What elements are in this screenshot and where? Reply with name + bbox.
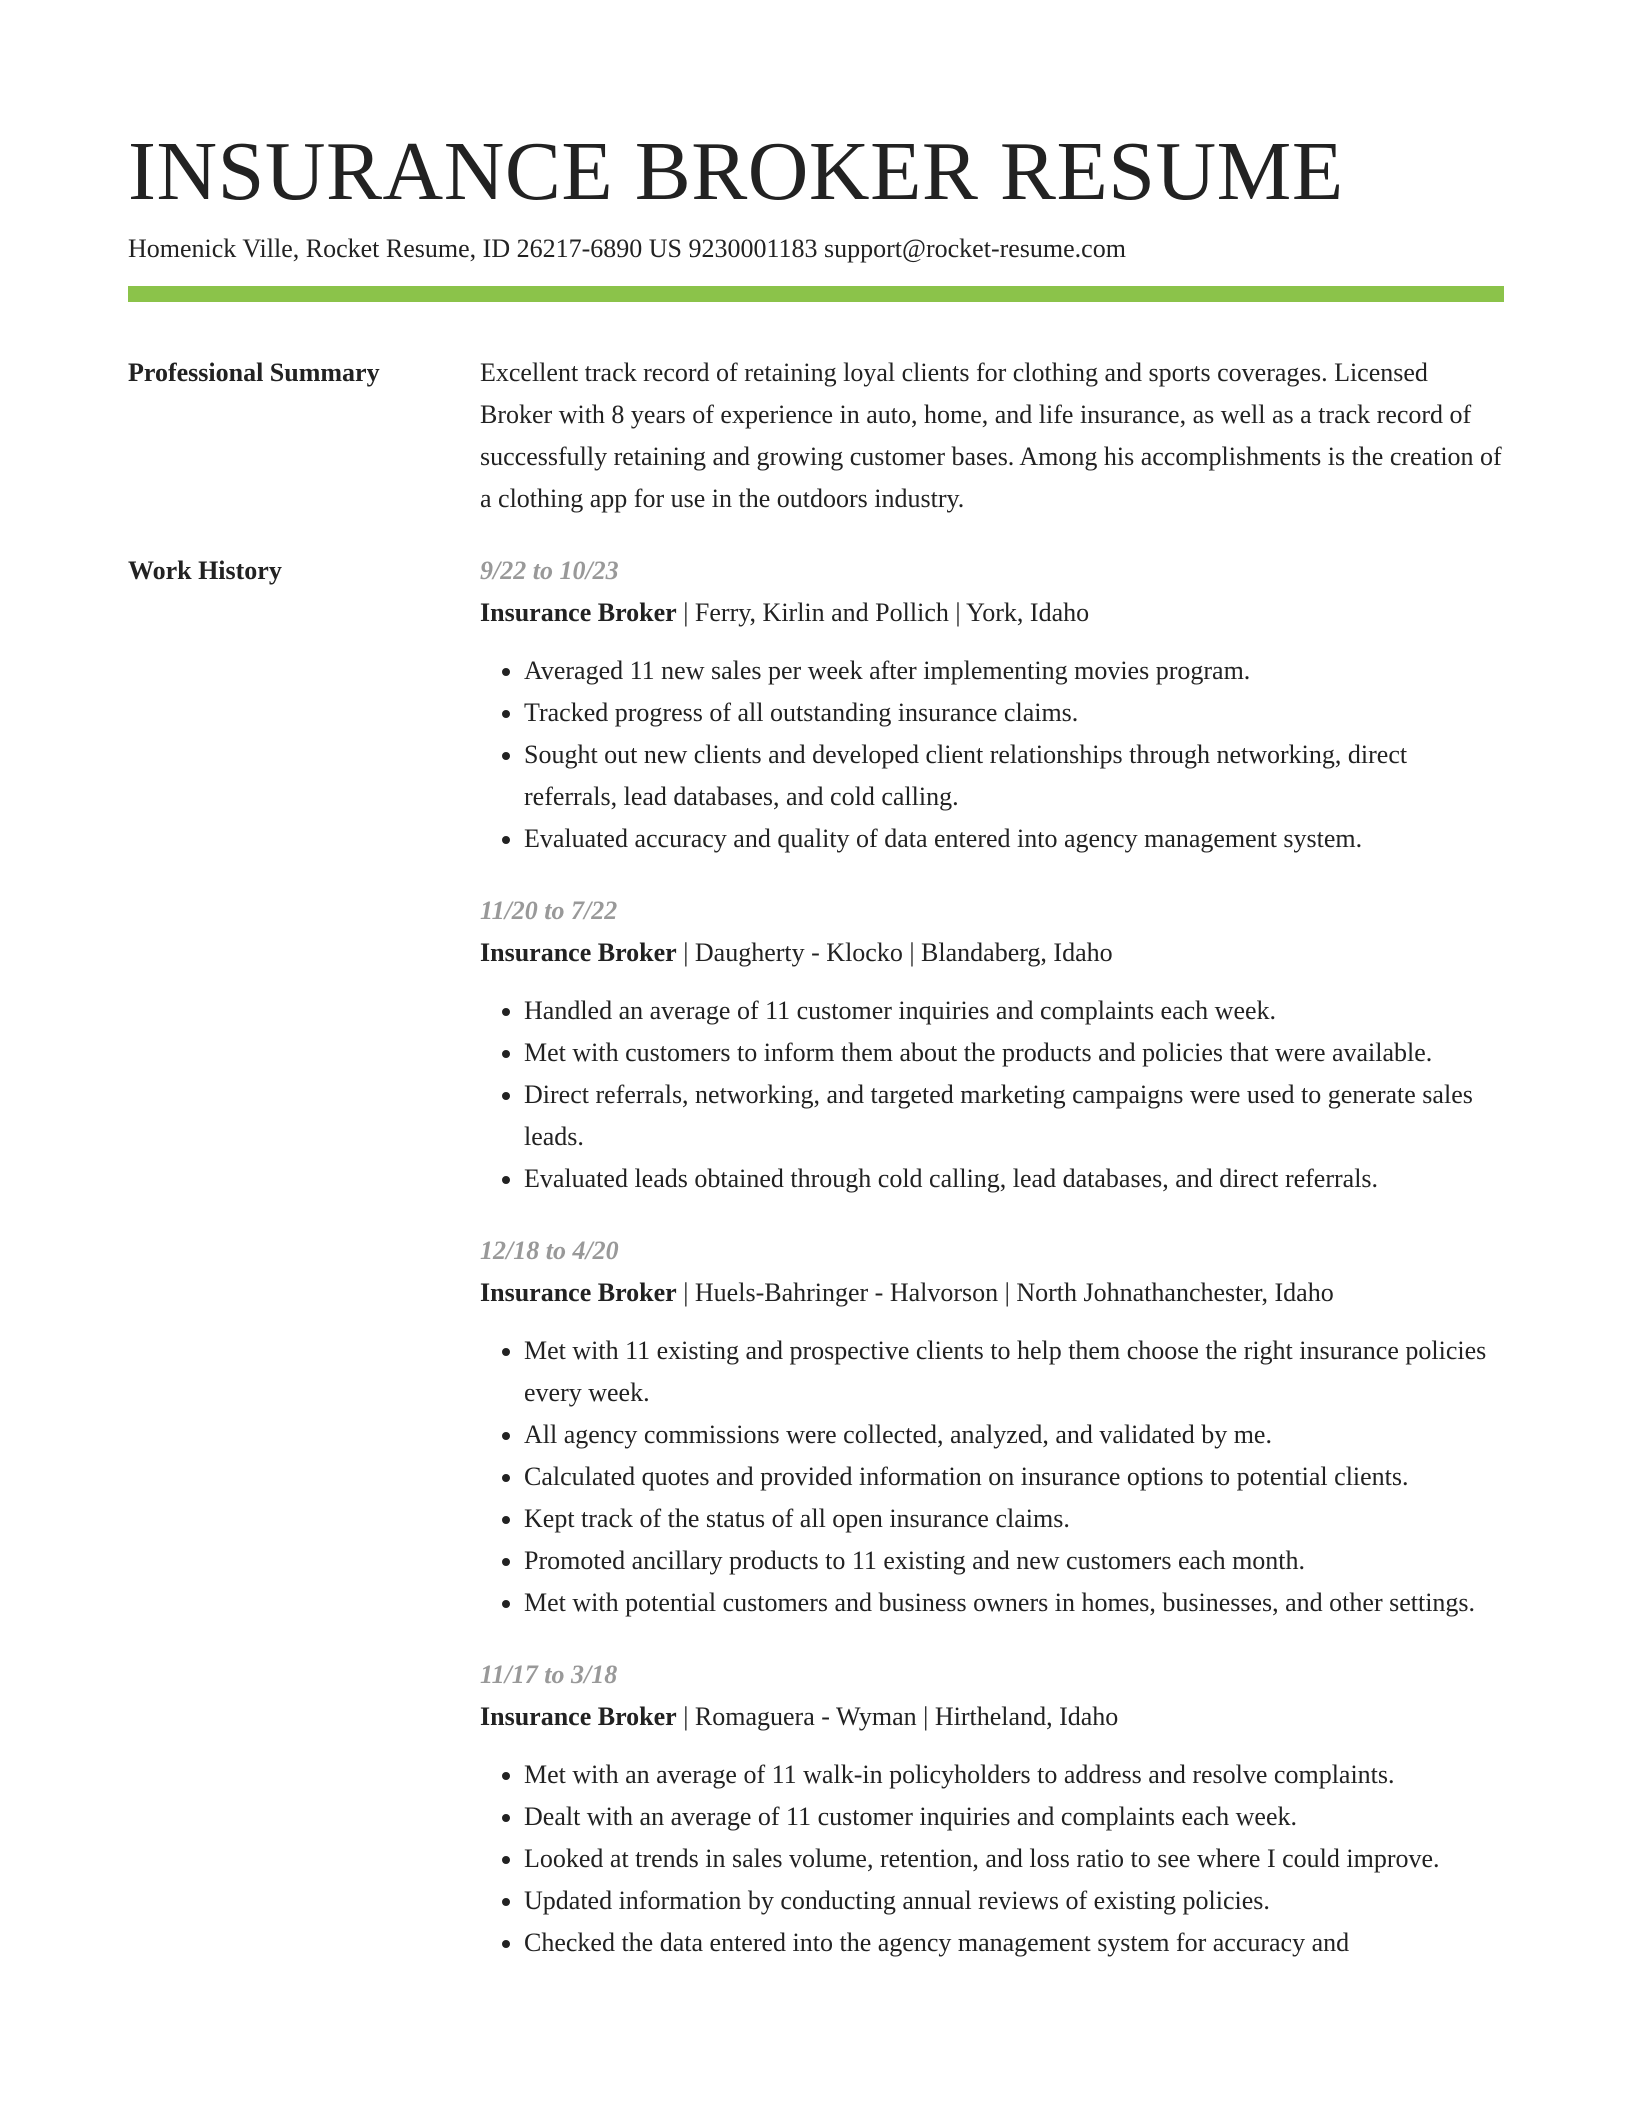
- job-entry: [480, 550, 1504, 860]
- work-history-label: Work History: [128, 556, 282, 585]
- summary-label: Professional Summary: [128, 358, 380, 387]
- resume-title: INSURANCE BROKER RESUME: [128, 125, 1344, 218]
- list-item: • Averaged 11 new sales per week after implementing movies program.: [524, 650, 1504, 692]
- job-heading: [480, 1696, 1504, 1738]
- job-dates: 11/20 to 7/22: [480, 896, 618, 925]
- summary-text: Excellent track record of retaining loyal clients for clothing and sports coverages. Licensed Broker with 8 years of experience in auto, home, and life insurance, as well as a track record of successfully retaining and growing customer bases. Among his accomplishments is the creation of a clothing app for use in the outdoors industry.: [480, 358, 1502, 513]
- job-bullets: [480, 990, 1504, 1200]
- list-item: • Direct referrals, networking, and targeted marketing campaigns were used to generate sales leads.: [524, 1074, 1504, 1158]
- list-item: • Dealt with an average of 11 customer inquiries and complaints each week.: [524, 1796, 1504, 1838]
- job-list: [480, 550, 1504, 1994]
- list-item: • Kept track of the status of all open insurance claims.: [524, 1498, 1504, 1540]
- list-item: • Looked at trends in sales volume, retention, and loss ratio to see where I could improve.: [524, 1838, 1504, 1880]
- job-company: | Ferry, Kirlin and Pollich | York, Idaho: [676, 598, 1090, 627]
- list-item: • Checked the data entered into the agency management system for accuracy and: [524, 1922, 1504, 1964]
- list-item: • Evaluated leads obtained through cold calling, lead databases, and direct referrals.: [524, 1158, 1504, 1200]
- job-entry: [480, 890, 1504, 1200]
- job-title: Insurance Broker: [480, 938, 677, 967]
- list-item: • Met with 11 existing and prospective clients to help them choose the right insurance policies every week.: [524, 1330, 1504, 1414]
- work-history-section: [128, 550, 1504, 1994]
- job-company: | Huels-Bahringer - Halvorson | North Johnathanchester, Idaho: [676, 1278, 1334, 1307]
- resume-page: [128, 124, 1504, 1994]
- list-item: • Met with customers to inform them about the products and policies that were available.: [524, 1032, 1504, 1074]
- job-title: Insurance Broker: [480, 1702, 677, 1731]
- job-bullets: [480, 1754, 1504, 1964]
- job-heading: [480, 592, 1504, 634]
- job-dates: 9/22 to 10/23: [480, 556, 619, 585]
- job-company: | Romaguera - Wyman | Hirtheland, Idaho: [676, 1702, 1119, 1731]
- list-item: • Sought out new clients and developed client relationships through networking, direct referrals, lead databases, and cold calling.: [524, 734, 1504, 818]
- list-item: • Met with potential customers and business owners in homes, businesses, and other settings.: [524, 1582, 1504, 1624]
- list-item: • Promoted ancillary products to 11 existing and new customers each month.: [524, 1540, 1504, 1582]
- job-entry: [480, 1230, 1504, 1624]
- accent-divider: [128, 286, 1504, 302]
- list-item: • Tracked progress of all outstanding insurance claims.: [524, 692, 1504, 734]
- list-item: • All agency commissions were collected, analyzed, and validated by me.: [524, 1414, 1504, 1456]
- job-heading: [480, 1272, 1504, 1314]
- summary-section: [128, 352, 1504, 520]
- list-item: • Calculated quotes and provided information on insurance options to potential clients.: [524, 1456, 1504, 1498]
- job-dates: 12/18 to 4/20: [480, 1236, 619, 1265]
- list-item: • Handled an average of 11 customer inquiries and complaints each week.: [524, 990, 1504, 1032]
- job-title: Insurance Broker: [480, 598, 677, 627]
- contact-line: Homenick Ville, Rocket Resume, ID 26217-6890 US 9230001183 support@rocket-resume.com: [128, 234, 1126, 263]
- job-entry: [480, 1654, 1504, 1964]
- job-bullets: [480, 1330, 1504, 1624]
- list-item: • Met with an average of 11 walk-in policyholders to address and resolve complaints.: [524, 1754, 1504, 1796]
- list-item: • Evaluated accuracy and quality of data entered into agency management system.: [524, 818, 1504, 860]
- list-item: • Updated information by conducting annual reviews of existing policies.: [524, 1880, 1504, 1922]
- job-dates: 11/17 to 3/18: [480, 1660, 618, 1689]
- job-company: | Daugherty - Klocko | Blandaberg, Idaho: [676, 938, 1113, 967]
- job-title: Insurance Broker: [480, 1278, 677, 1307]
- job-bullets: [480, 650, 1504, 860]
- job-heading: [480, 932, 1504, 974]
